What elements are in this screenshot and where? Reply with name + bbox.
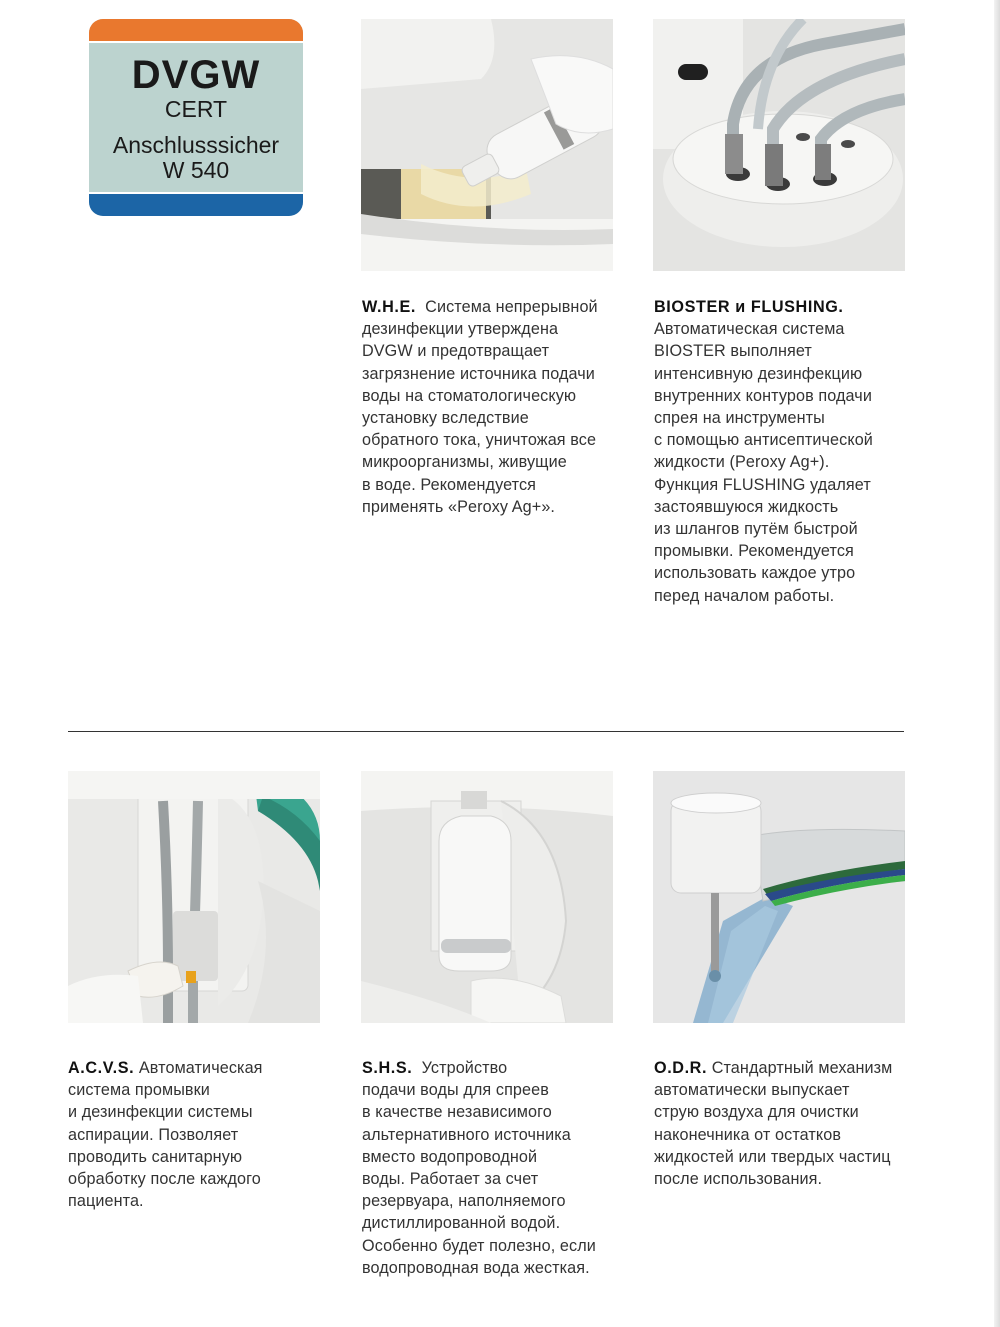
section-line: автоматически выпускает [654,1081,850,1100]
section-whe [362,296,617,518]
section-line: Система непрерывной [425,298,598,316]
section-line: в качестве независимого [362,1103,552,1122]
section-line: застоявшуюся жидкость [654,497,839,516]
section-line: Особенно будет полезно, если [362,1236,596,1255]
badge-line-1: Anschlusssicher [112,132,280,158]
section-line: жидкости (Peroxy Ag+). [654,453,830,472]
section-line: Автоматическая система [654,320,845,339]
section-line: аспирации. Позволяет [68,1125,239,1144]
section-line: после использования. [654,1170,823,1189]
section-line: BIOSTER выполняет [654,342,812,361]
section-line: подачи воды для спреев [362,1081,549,1100]
section-line: Стандартный механизм [711,1059,893,1077]
badge-cert: CERT [164,96,228,122]
section-line: Автоматическая [138,1059,263,1077]
section-shs [362,1057,617,1279]
section-line: обработку после каждого [68,1170,261,1189]
section-line: дистиллированной водой. [362,1214,561,1233]
bioster-photo [653,19,905,271]
section-line: Функция FLUSHING удаляет [654,475,871,494]
section-odr [654,1057,914,1190]
section-line: интенсивную дезинфекцию [654,364,863,383]
section-line: проводить санитарную [68,1147,243,1166]
acvs-photo [68,771,320,1023]
shs-photo [361,771,613,1023]
section-line: воды на стоматологическую [362,386,577,405]
section-line: наконечника от остатков [654,1125,842,1144]
section-line: в воде. Рекомендуется [362,475,537,494]
section-title: BIOSTER и FLUSHING. [654,298,844,316]
section-line: микроорганизмы, живущие [362,453,567,472]
section-line: Устройство [421,1059,508,1077]
dvgw-cert-badge [89,19,303,216]
section-line: и дезинфекции системы [68,1103,253,1122]
section-line: вместо водопроводной [362,1147,538,1166]
badge-brand: DVGW [131,53,261,97]
badge-blue-band [89,194,303,216]
section-line: воды. Работает за счет [362,1170,539,1189]
section-line: DVGW и предотвращает [362,342,550,361]
badge-divider-top [89,41,303,43]
section-title: S.H.S. [362,1059,413,1077]
section-line: внутренних контуров подачи [654,386,872,405]
section-line: применять «Peroxy Ag+». [362,497,556,516]
section-line: промывки. Рекомендуется [654,542,854,561]
section-line: дезинфекции утверждена [362,320,559,339]
section-line: водопроводная вода жесткая. [362,1258,590,1277]
section-acvs [68,1057,323,1212]
section-line: установку вследствие [362,409,529,428]
whe-photo [361,19,613,271]
section-line: загрязнение источника подачи [362,364,595,383]
page-edge-shadow [994,0,1000,1327]
section-line: перед началом работы. [654,586,835,605]
odr-photo [653,771,905,1023]
section-line: пациента. [68,1192,144,1211]
section-line: жидкостей или твердых частиц [654,1147,891,1166]
section-title: W.H.E. [362,298,416,316]
section-bioster [654,296,909,607]
badge-line-2: W 540 [162,157,230,183]
section-line: обратного тока, уничтожая все [362,431,597,450]
section-line: из шлангов путём быстрой [654,520,858,539]
section-line: спрея на инструменты [654,409,825,428]
section-title: A.C.V.S. [68,1059,135,1077]
section-line: альтернативного источника [362,1125,571,1144]
section-line: струю воздуха для очистки [654,1103,859,1122]
section-line: резервуара, наполняемого [362,1192,566,1211]
section-divider [68,731,904,732]
section-line: использовать каждое утро [654,564,856,583]
section-title: O.D.R. [654,1059,708,1077]
badge-orange-band [89,19,303,41]
section-line: система промывки [68,1081,210,1100]
section-line: с помощью антисептической [654,431,873,450]
